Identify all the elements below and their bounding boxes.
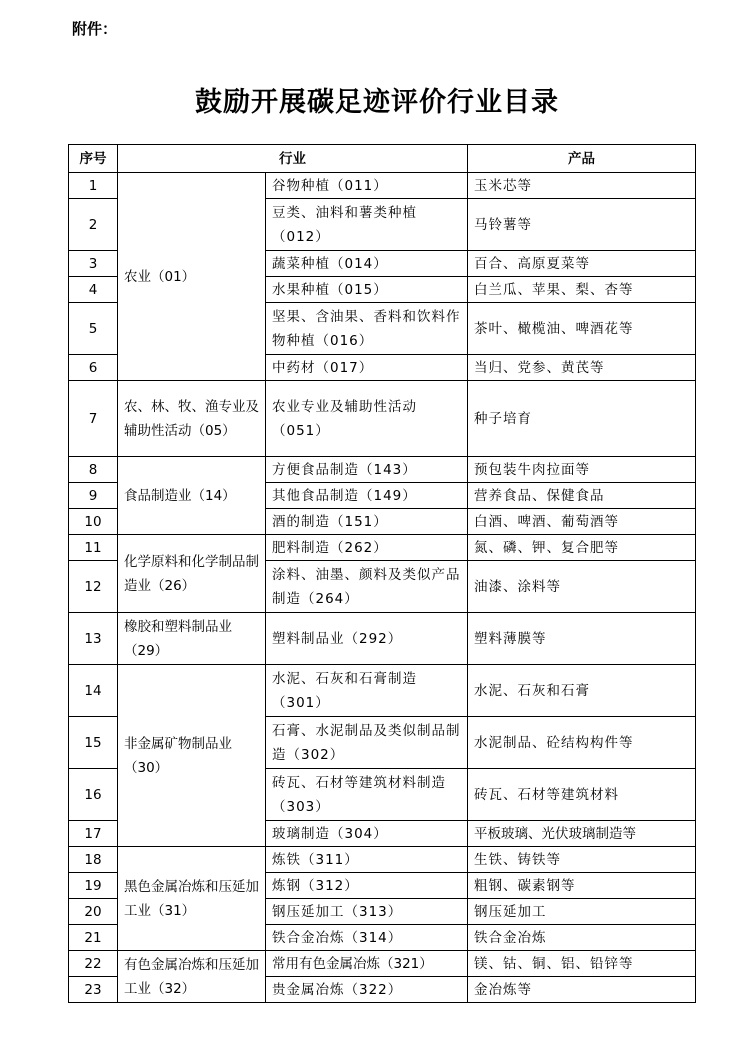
product: 水泥、石灰和石膏 (468, 665, 696, 717)
product: 粗钢、碳素钢等 (468, 873, 696, 899)
row-seq: 5 (69, 303, 118, 355)
table-row (69, 381, 696, 457)
row-seq: 16 (69, 769, 118, 821)
product: 钢压延加工 (468, 899, 696, 925)
row-seq: 11 (69, 535, 118, 561)
industry-group: 农业（01） (118, 173, 266, 381)
product: 生铁、铸铁等 (468, 847, 696, 873)
sub-industry: 水泥、石灰和石膏制造（301） (266, 665, 468, 717)
product: 马铃薯等 (468, 199, 696, 251)
row-seq: 7 (69, 381, 118, 457)
sub-industry: 坚果、含油果、香料和饮料作物种植（016） (266, 303, 468, 355)
industry-group: 非金属矿物制品业（30） (118, 665, 266, 847)
industry-group: 有色金属冶炼和压延加工业（32） (118, 951, 266, 1003)
row-seq: 18 (69, 847, 118, 873)
sub-industry: 蔬菜种植（014） (266, 251, 468, 277)
row-seq: 19 (69, 873, 118, 899)
product: 氮、磷、钾、复合肥等 (468, 535, 696, 561)
row-seq: 23 (69, 977, 118, 1003)
sub-industry: 谷物种植（011） (266, 173, 468, 199)
page-title: 鼓励开展碳足迹评价行业目录 (195, 87, 559, 118)
industry-group: 黑色金属冶炼和压延加工业（31） (118, 847, 266, 951)
table-row (69, 847, 696, 873)
header-seq: 序号 (69, 145, 118, 173)
row-seq: 21 (69, 925, 118, 951)
sub-industry: 农业专业及辅助性活动（051） (266, 381, 468, 457)
row-seq: 1 (69, 173, 118, 199)
sub-industry: 炼铁（311） (266, 847, 468, 873)
product: 塑料薄膜等 (468, 613, 696, 665)
industry-catalog-table (68, 144, 696, 1003)
table-row (69, 951, 696, 977)
row-seq: 9 (69, 483, 118, 509)
row-seq: 4 (69, 277, 118, 303)
sub-industry: 中药材（017） (266, 355, 468, 381)
product: 白兰瓜、苹果、梨、杏等 (468, 277, 696, 303)
row-seq: 20 (69, 899, 118, 925)
product: 营养食品、保健食品 (468, 483, 696, 509)
row-seq: 15 (69, 717, 118, 769)
product: 金冶炼等 (468, 977, 696, 1003)
row-seq: 22 (69, 951, 118, 977)
row-seq: 14 (69, 665, 118, 717)
sub-industry: 贵金属冶炼（322） (266, 977, 468, 1003)
attachment-label: 附件： (72, 20, 118, 38)
product: 镁、钴、铜、铝、铅锌等 (468, 951, 696, 977)
sub-industry: 玻璃制造（304） (266, 821, 468, 847)
row-seq: 6 (69, 355, 118, 381)
sub-industry: 其他食品制造（149） (266, 483, 468, 509)
row-seq: 12 (69, 561, 118, 613)
sub-industry: 炼钢（312） (266, 873, 468, 899)
product: 种子培育 (468, 381, 696, 457)
sub-industry: 肥料制造（262） (266, 535, 468, 561)
table-row (69, 665, 696, 717)
table-row (69, 535, 696, 561)
sub-industry: 涂料、油墨、颜料及类似产品制造（264） (266, 561, 468, 613)
industry-group: 橡胶和塑料制品业（29） (118, 613, 266, 665)
header-industry: 行业 (118, 145, 468, 173)
row-seq: 10 (69, 509, 118, 535)
product: 当归、党参、黄芪等 (468, 355, 696, 381)
sub-industry: 铁合金冶炼（314） (266, 925, 468, 951)
table-header-row (69, 145, 696, 173)
sub-industry: 水果种植（015） (266, 277, 468, 303)
table-row (69, 457, 696, 483)
industry-group: 食品制造业（14） (118, 457, 266, 535)
industry-group: 化学原料和化学制品制造业（26） (118, 535, 266, 613)
table-row (69, 173, 696, 199)
sub-industry: 塑料制品业（292） (266, 613, 468, 665)
product: 水泥制品、砼结构构件等 (468, 717, 696, 769)
sub-industry: 砖瓦、石材等建筑材料制造（303） (266, 769, 468, 821)
row-seq: 17 (69, 821, 118, 847)
header-product: 产品 (468, 145, 696, 173)
product: 预包装牛肉拉面等 (468, 457, 696, 483)
product: 平板玻璃、光伏玻璃制造等 (468, 821, 696, 847)
sub-industry: 酒的制造（151） (266, 509, 468, 535)
product: 砖瓦、石材等建筑材料 (468, 769, 696, 821)
product: 茶叶、橄榄油、啤酒花等 (468, 303, 696, 355)
product: 铁合金冶炼 (468, 925, 696, 951)
industry-group: 农、林、牧、渔专业及辅助性活动（05） (118, 381, 266, 457)
sub-industry: 石膏、水泥制品及类似制品制造（302） (266, 717, 468, 769)
table-row (69, 613, 696, 665)
product: 玉米芯等 (468, 173, 696, 199)
sub-industry: 常用有色金属冶炼（321） (266, 951, 468, 977)
product: 百合、高原夏菜等 (468, 251, 696, 277)
row-seq: 13 (69, 613, 118, 665)
product: 白酒、啤酒、葡萄酒等 (468, 509, 696, 535)
row-seq: 3 (69, 251, 118, 277)
sub-industry: 方便食品制造（143） (266, 457, 468, 483)
row-seq: 2 (69, 199, 118, 251)
product: 油漆、涂料等 (468, 561, 696, 613)
sub-industry: 钢压延加工（313） (266, 899, 468, 925)
sub-industry: 豆类、油料和薯类种植（012） (266, 199, 468, 251)
row-seq: 8 (69, 457, 118, 483)
